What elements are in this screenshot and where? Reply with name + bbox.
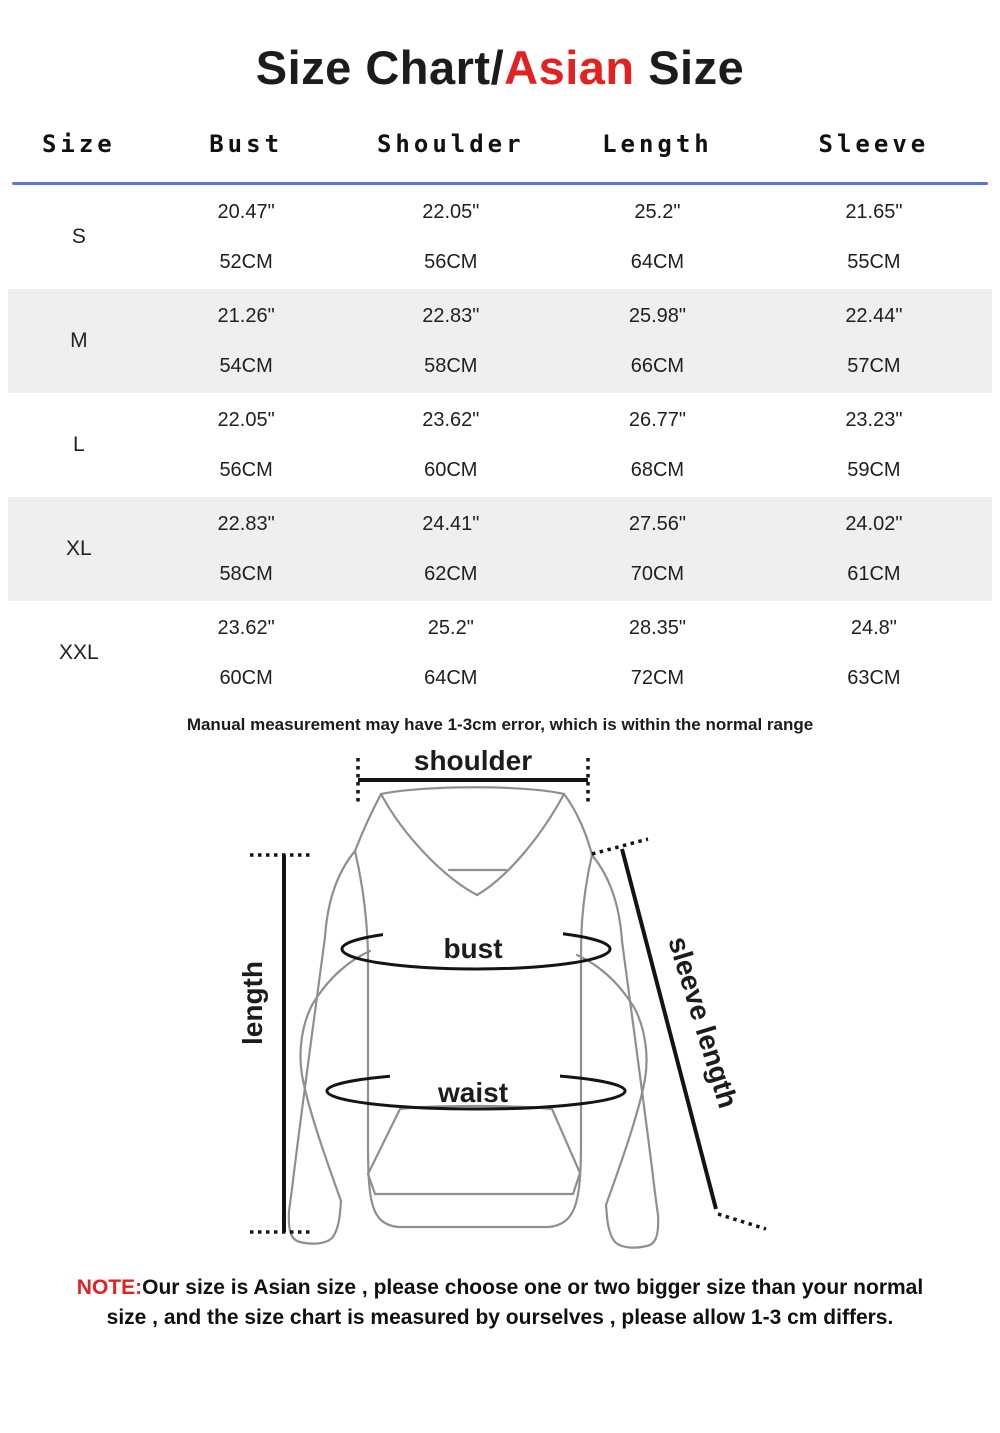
length-cell xyxy=(559,201,756,274)
bust-inches: 20.47" xyxy=(217,200,275,223)
sleeve-tick-top xyxy=(592,839,648,854)
bust-label: bust xyxy=(443,933,503,964)
column-header-sleeve: Sleeve xyxy=(818,130,930,158)
shoulder-cm: 60CM xyxy=(424,458,478,481)
shoulder-cm: 62CM xyxy=(424,562,478,585)
sleeve-cm: 57CM xyxy=(847,354,901,377)
table-body xyxy=(8,185,992,705)
sleeve-cm: 63CM xyxy=(847,666,901,689)
shoulder-label: shoulder xyxy=(413,745,533,776)
table-row xyxy=(8,289,992,393)
torso-outline xyxy=(355,851,592,1227)
sleeve-cell xyxy=(756,617,992,690)
size-label: XL xyxy=(66,537,92,560)
footer-note-line1: Our size is Asian size , please choose one or two bigger size than your normal xyxy=(142,1276,924,1299)
waist-label: waist xyxy=(437,1077,509,1108)
table-row xyxy=(8,497,992,601)
footer-note-prefix: NOTE: xyxy=(76,1276,143,1299)
bust-cm: 58CM xyxy=(219,562,273,585)
length-cell xyxy=(559,409,756,482)
sleeve-length-label: sleeve length xyxy=(662,932,744,1112)
length-inches: 26.77" xyxy=(628,408,686,431)
sleeve-inches: 24.8" xyxy=(850,616,897,639)
length-inches: 25.98" xyxy=(628,304,686,327)
length-cm: 66CM xyxy=(630,354,685,377)
page-title xyxy=(0,40,1000,96)
bust-cell xyxy=(150,513,343,586)
hood-top xyxy=(381,787,564,794)
bust-cell xyxy=(150,201,343,274)
shoulder-inches: 22.05" xyxy=(422,200,480,223)
kangaroo-pocket xyxy=(368,1106,580,1194)
sleeve-inches: 22.44" xyxy=(845,304,903,327)
bust-cell xyxy=(150,305,343,378)
shoulder-inches: 24.41" xyxy=(422,512,480,535)
table-row xyxy=(8,393,992,497)
bust-inches: 22.83" xyxy=(217,512,275,535)
sleeve-inches: 23.23" xyxy=(845,408,903,431)
sleeve-cm: 59CM xyxy=(847,458,901,481)
right-sleeve-outer xyxy=(592,855,658,1248)
hoodie-measurement-diagram xyxy=(0,737,1000,1257)
shoulder-inches: 25.2" xyxy=(427,616,474,639)
measurement-tolerance-note: Manual measurement may have 1-3cm error, which is within the normal range xyxy=(186,715,814,734)
shoulder-cell xyxy=(343,617,559,690)
shoulder-inches: 23.62" xyxy=(422,408,480,431)
left-sleeve-inner xyxy=(300,951,370,1201)
shoulder-cell xyxy=(343,513,559,586)
length-cm: 70CM xyxy=(630,562,685,585)
shoulder-cell xyxy=(343,409,559,482)
footer-note xyxy=(30,1273,970,1333)
shoulder-cell xyxy=(343,201,559,274)
bust-cm: 60CM xyxy=(219,666,273,689)
column-header-bust: Bust xyxy=(209,130,284,158)
length-cell xyxy=(559,513,756,586)
length-cm: 64CM xyxy=(630,250,685,273)
footer-note-line2: size , and the size chart is measured by ourselves , please allow 1-3 cm differs. xyxy=(106,1306,894,1329)
title-post: Size xyxy=(634,41,745,94)
size-label: L xyxy=(73,433,85,456)
column-header-size: Size xyxy=(41,130,116,158)
title-highlight: Asian xyxy=(504,41,635,94)
shoulder-cell xyxy=(343,305,559,378)
length-inches: 28.35" xyxy=(628,616,686,639)
bust-cell xyxy=(150,617,343,690)
hood-v-left xyxy=(381,794,477,895)
hoodie-diagram-section xyxy=(0,737,1000,1257)
shoulder-inches: 22.83" xyxy=(422,304,480,327)
column-header-length: Length xyxy=(602,130,713,158)
sleeve-inches: 21.65" xyxy=(845,200,903,223)
shoulder-cm: 64CM xyxy=(424,666,478,689)
sleeve-cell xyxy=(756,305,992,378)
sleeve-cm: 55CM xyxy=(847,250,901,273)
sleeve-inches: 24.02" xyxy=(845,512,903,535)
size-chart-page xyxy=(0,40,1000,1433)
shoulder-cm: 56CM xyxy=(424,250,478,273)
length-cell xyxy=(559,617,756,690)
size-table xyxy=(8,96,992,705)
bust-inches: 22.05" xyxy=(217,408,275,431)
hood-right-edge xyxy=(564,794,592,855)
size-label: XXL xyxy=(58,641,99,664)
bust-cell xyxy=(150,409,343,482)
sleeve-cm: 61CM xyxy=(847,562,901,585)
table-row xyxy=(8,601,992,705)
column-header-shoulder: Shoulder xyxy=(376,130,525,158)
length-cm: 72CM xyxy=(630,666,685,689)
bust-cm: 54CM xyxy=(219,354,273,377)
sleeve-cell xyxy=(756,409,992,482)
size-label: S xyxy=(71,225,86,248)
bust-cm: 56CM xyxy=(219,458,273,481)
length-inches: 25.2" xyxy=(634,200,681,223)
hoodie-outline xyxy=(289,787,658,1247)
sleeve-cell xyxy=(756,201,992,274)
bust-cm: 52CM xyxy=(219,250,273,273)
bust-inches: 21.26" xyxy=(217,304,275,327)
hood-left-edge xyxy=(355,794,381,851)
sleeve-tick-bottom xyxy=(718,1214,766,1229)
length-inches: 27.56" xyxy=(628,512,686,535)
bust-inches: 23.62" xyxy=(217,616,275,639)
sleeve-cell xyxy=(756,513,992,586)
length-label: length xyxy=(237,961,268,1045)
left-sleeve-outer xyxy=(289,851,355,1244)
table-row xyxy=(8,185,992,289)
length-cell xyxy=(559,305,756,378)
size-label: M xyxy=(70,329,88,352)
table-header-row xyxy=(8,96,992,182)
title-pre: Size Chart/ xyxy=(255,41,505,94)
shoulder-cm: 58CM xyxy=(424,354,478,377)
hood-v-right xyxy=(477,794,564,895)
length-cm: 68CM xyxy=(630,458,685,481)
